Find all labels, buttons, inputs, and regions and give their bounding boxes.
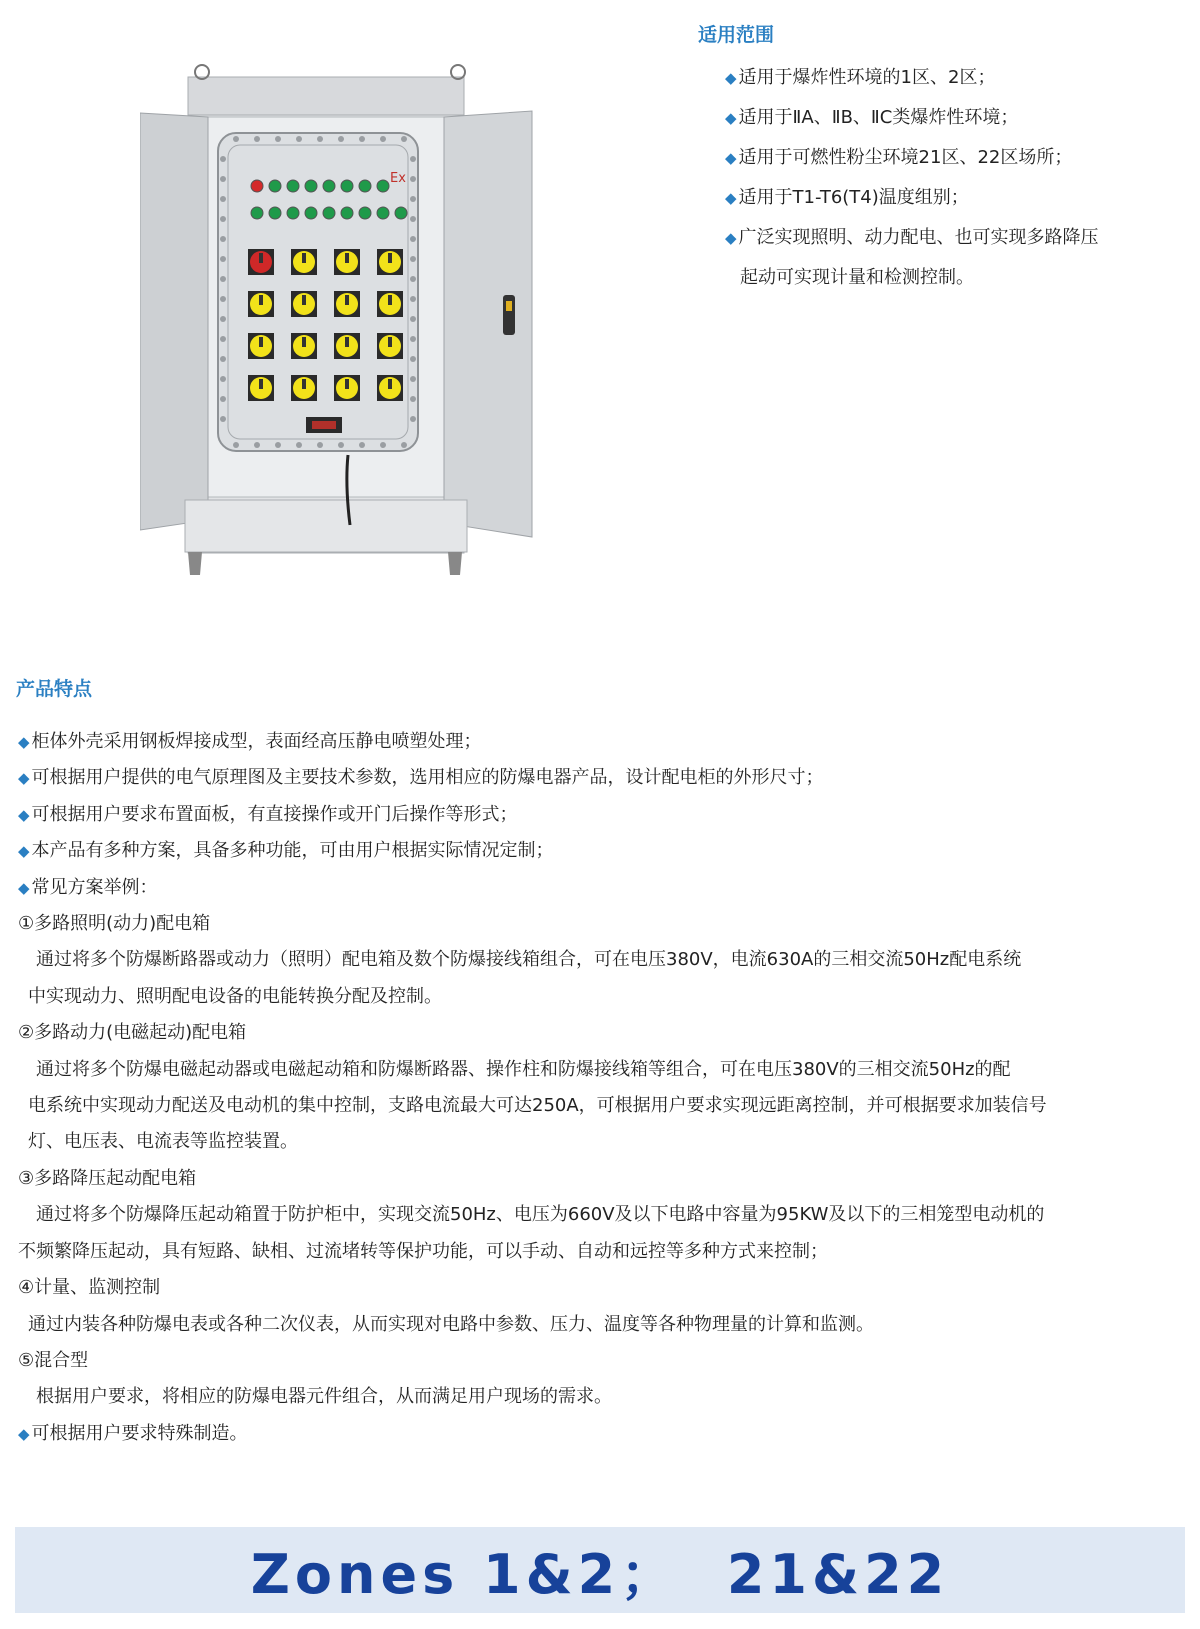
knob-pointer xyxy=(302,379,306,389)
indicator-lamp xyxy=(269,207,281,219)
zones-banner xyxy=(15,1527,1185,1613)
bolt xyxy=(220,356,226,362)
bolt xyxy=(220,196,226,202)
applications-list xyxy=(725,58,1185,298)
ex-mark: Ex xyxy=(390,171,406,186)
indicator-lamp xyxy=(377,207,389,219)
application-text: 适用于ⅡA、ⅡB、ⅡC类爆炸性环境； xyxy=(738,107,1019,128)
indicator-lamp xyxy=(269,180,281,192)
bolt xyxy=(410,356,416,362)
application-text-continued: 起动可实现计量和检测控制。 xyxy=(740,267,974,288)
diamond-bullet-icon: ◆ xyxy=(725,229,737,247)
bolt xyxy=(410,176,416,182)
diamond-bullet-icon: ◆ xyxy=(725,69,737,87)
feature-text: ①多路照明(动力)配电箱 xyxy=(18,913,211,935)
indicator-lamp xyxy=(305,180,317,192)
bolt xyxy=(220,156,226,162)
feature-detail-line xyxy=(18,1124,1188,1160)
knob-pointer xyxy=(345,295,349,305)
cabinet-image xyxy=(140,55,540,585)
feature-detail-line xyxy=(18,1379,1188,1415)
feature-detail-line xyxy=(18,1197,1188,1233)
feature-detail-line xyxy=(18,1234,1188,1270)
knob-pointer xyxy=(302,295,306,305)
right-door xyxy=(444,111,532,537)
foot-right xyxy=(448,552,462,575)
bolt xyxy=(220,376,226,382)
bolt xyxy=(401,442,407,448)
feature-detail-line xyxy=(18,1088,1188,1124)
diamond-bullet-icon: ◆ xyxy=(725,189,737,207)
cabinet-base xyxy=(185,500,467,552)
diamond-bullet-icon: ◆ xyxy=(18,805,30,824)
bolt xyxy=(220,296,226,302)
bolt xyxy=(410,296,416,302)
diamond-bullet-icon: ◆ xyxy=(18,733,30,751)
application-item xyxy=(725,58,1185,98)
feature-bullet-item xyxy=(18,724,1188,760)
feature-detail-line xyxy=(18,1161,1188,1197)
bolt xyxy=(317,442,323,448)
feature-detail-line xyxy=(18,1052,1188,1088)
feature-text: 通过将多个防爆降压起动箱置于防护柜中，实现交流50Hz、电压为660V及以下电路中容量为95KW及以下的三相笼型电动机的 xyxy=(36,1204,1045,1226)
bolt xyxy=(220,256,226,262)
knob-pointer xyxy=(259,337,263,347)
bolt xyxy=(275,442,281,448)
indicator-lamp xyxy=(251,180,263,192)
bolt xyxy=(220,336,226,342)
indicator-lamp xyxy=(305,207,317,219)
indicator-lamp xyxy=(287,207,299,219)
applications-heading: 适用范围 xyxy=(698,24,775,46)
bolt xyxy=(410,256,416,262)
indicator-lamp xyxy=(359,180,371,192)
bolt xyxy=(410,316,416,322)
indicator-lamp xyxy=(287,180,299,192)
feature-bullet-item xyxy=(18,870,1188,906)
bolt xyxy=(254,136,260,142)
feature-detail-line xyxy=(18,1270,1188,1306)
application-item xyxy=(725,98,1185,138)
knob-pointer xyxy=(302,337,306,347)
feature-text: 通过内装各种防爆电表或各种二次仪表，从而实现对电路中参数、压力、温度等各种物理量的计算和监测。 xyxy=(28,1313,874,1335)
feature-text: 电系统中实现动力配送及电动机的集中控制，支路电流最大可达250A，可根据用户要求实现远距离控制，并可根据要求加装信号 xyxy=(28,1095,1047,1117)
bolt xyxy=(220,216,226,222)
feature-bullet-item xyxy=(18,797,1188,833)
knob-pointer xyxy=(345,337,349,347)
diamond-bullet-icon: ◆ xyxy=(18,769,30,788)
feature-detail-line xyxy=(18,979,1188,1015)
application-item xyxy=(725,218,1185,298)
knob-pointer xyxy=(388,379,392,389)
feature-detail-line xyxy=(18,1307,1188,1343)
diamond-bullet-icon: ◆ xyxy=(725,109,737,127)
knob-pointer xyxy=(259,379,263,389)
bolt xyxy=(410,156,416,162)
indicator-lamp xyxy=(341,180,353,192)
zones-banner-text: Zones 1&2； 21&22 xyxy=(250,1542,950,1606)
application-item xyxy=(725,178,1185,218)
bolt xyxy=(317,136,323,142)
features-list xyxy=(18,724,1188,1452)
feature-text: 本产品有多种方案，具备多种功能，可由用户根据实际情况定制； xyxy=(31,840,554,862)
knob-pointer xyxy=(388,295,392,305)
feature-text: ③多路降压起动配电箱 xyxy=(18,1167,197,1189)
application-text: 适用于可燃性粉尘环境21区、22区场所； xyxy=(738,147,1073,168)
knob-pointer xyxy=(388,337,392,347)
knob-pointer xyxy=(388,253,392,263)
bolt xyxy=(220,276,226,282)
bolt xyxy=(275,136,281,142)
knob-pointer xyxy=(345,379,349,389)
bolt xyxy=(410,216,416,222)
bolt xyxy=(338,136,344,142)
application-text: 适用于T1-T6(T4)温度组别； xyxy=(738,187,969,208)
feature-text: 通过将多个防爆电磁起动器或电磁起动箱和防爆断路器、操作柱和防爆接线箱等组合，可在电压380V的三相交流50Hz的配 xyxy=(36,1058,1011,1080)
application-text: 广泛实现照明、动力配电、也可实现多路降压 xyxy=(738,227,1099,248)
knob-pointer xyxy=(345,253,349,263)
bolt xyxy=(233,442,239,448)
cabinet-canopy xyxy=(188,77,464,117)
foot-left xyxy=(188,552,202,575)
feature-bullet-item xyxy=(18,833,1188,869)
indicator-lamp xyxy=(359,207,371,219)
feature-detail-line xyxy=(18,1015,1188,1051)
bolt xyxy=(220,416,226,422)
bolt xyxy=(220,316,226,322)
feature-text: 通过将多个防爆断路器或动力（照明）配电箱及数个防爆接线箱组合，可在电压380V，电流630A的三相交流50Hz配电系统 xyxy=(36,949,1022,971)
feature-text: 可根据用户提供的电气原理图及主要技术参数，选用相应的防爆电器产品，设计配电柜的外形尺寸； xyxy=(31,767,824,789)
bolt xyxy=(233,136,239,142)
diamond-bullet-icon: ◆ xyxy=(725,149,737,167)
bolt xyxy=(220,236,226,242)
features-heading: 产品特点 xyxy=(16,678,93,700)
diamond-bullet-icon: ◆ xyxy=(18,1424,30,1443)
indicator-lamp xyxy=(341,207,353,219)
feature-text: 可根据用户要求布置面板，有直接操作或开门后操作等形式； xyxy=(31,803,518,825)
left-door xyxy=(140,113,208,530)
bolt xyxy=(380,136,386,142)
bolt xyxy=(410,396,416,402)
indicator-lamp xyxy=(251,207,263,219)
feature-text: 根据用户要求，将相应的防爆电器元件组合，从而满足用户现场的需求。 xyxy=(36,1386,612,1408)
indicator-lamp xyxy=(377,180,389,192)
feature-text: 柜体外壳采用钢板焊接成型，表面经高压静电喷塑处理； xyxy=(31,731,482,752)
feature-text: ⑤混合型 xyxy=(18,1349,89,1371)
bolt xyxy=(359,442,365,448)
application-item xyxy=(725,138,1185,178)
bolt xyxy=(359,136,365,142)
indicator-lamp xyxy=(323,207,335,219)
feature-detail-line xyxy=(18,1343,1188,1379)
bolt xyxy=(410,276,416,282)
knob-pointer xyxy=(259,295,263,305)
indicator-lamp xyxy=(323,180,335,192)
diamond-bullet-icon: ◆ xyxy=(18,842,30,861)
bolt xyxy=(338,442,344,448)
feature-detail-line xyxy=(18,906,1188,942)
diamond-bullet-icon: ◆ xyxy=(18,878,30,897)
feature-text: 中实现动力、照明配电设备的电能转换分配及控制。 xyxy=(28,985,442,1007)
bolt xyxy=(410,376,416,382)
feature-text: 常见方案举例： xyxy=(31,876,158,898)
bolt xyxy=(410,416,416,422)
bolt xyxy=(410,336,416,342)
bolt xyxy=(220,396,226,402)
bolt xyxy=(296,442,302,448)
bolt xyxy=(296,136,302,142)
feature-detail-line xyxy=(18,942,1188,978)
indicator-lamp xyxy=(395,207,407,219)
feature-text: 可根据用户要求特殊制造。 xyxy=(31,1422,248,1444)
bolt xyxy=(220,176,226,182)
bolt xyxy=(401,136,407,142)
feature-text: 不频繁降压起动，具有短路、缺相、过流堵转等保护功能，可以手动、自动和远控等多种方式来控制； xyxy=(18,1240,828,1262)
bolt xyxy=(380,442,386,448)
feature-text: 灯、电压表、电流表等监控装置。 xyxy=(28,1131,298,1153)
bolt xyxy=(254,442,260,448)
knob-pointer xyxy=(302,253,306,263)
feature-text: ④计量、监测控制 xyxy=(18,1277,161,1299)
feature-bullet-item xyxy=(18,1416,1188,1452)
feature-bullet-item xyxy=(18,760,1188,796)
application-text: 适用于爆炸性环境的1区、2区； xyxy=(738,67,996,88)
bolt xyxy=(410,196,416,202)
bolt xyxy=(410,236,416,242)
feature-text: ②多路动力(电磁起动)配电箱 xyxy=(18,1022,247,1044)
knob-pointer xyxy=(259,253,263,263)
